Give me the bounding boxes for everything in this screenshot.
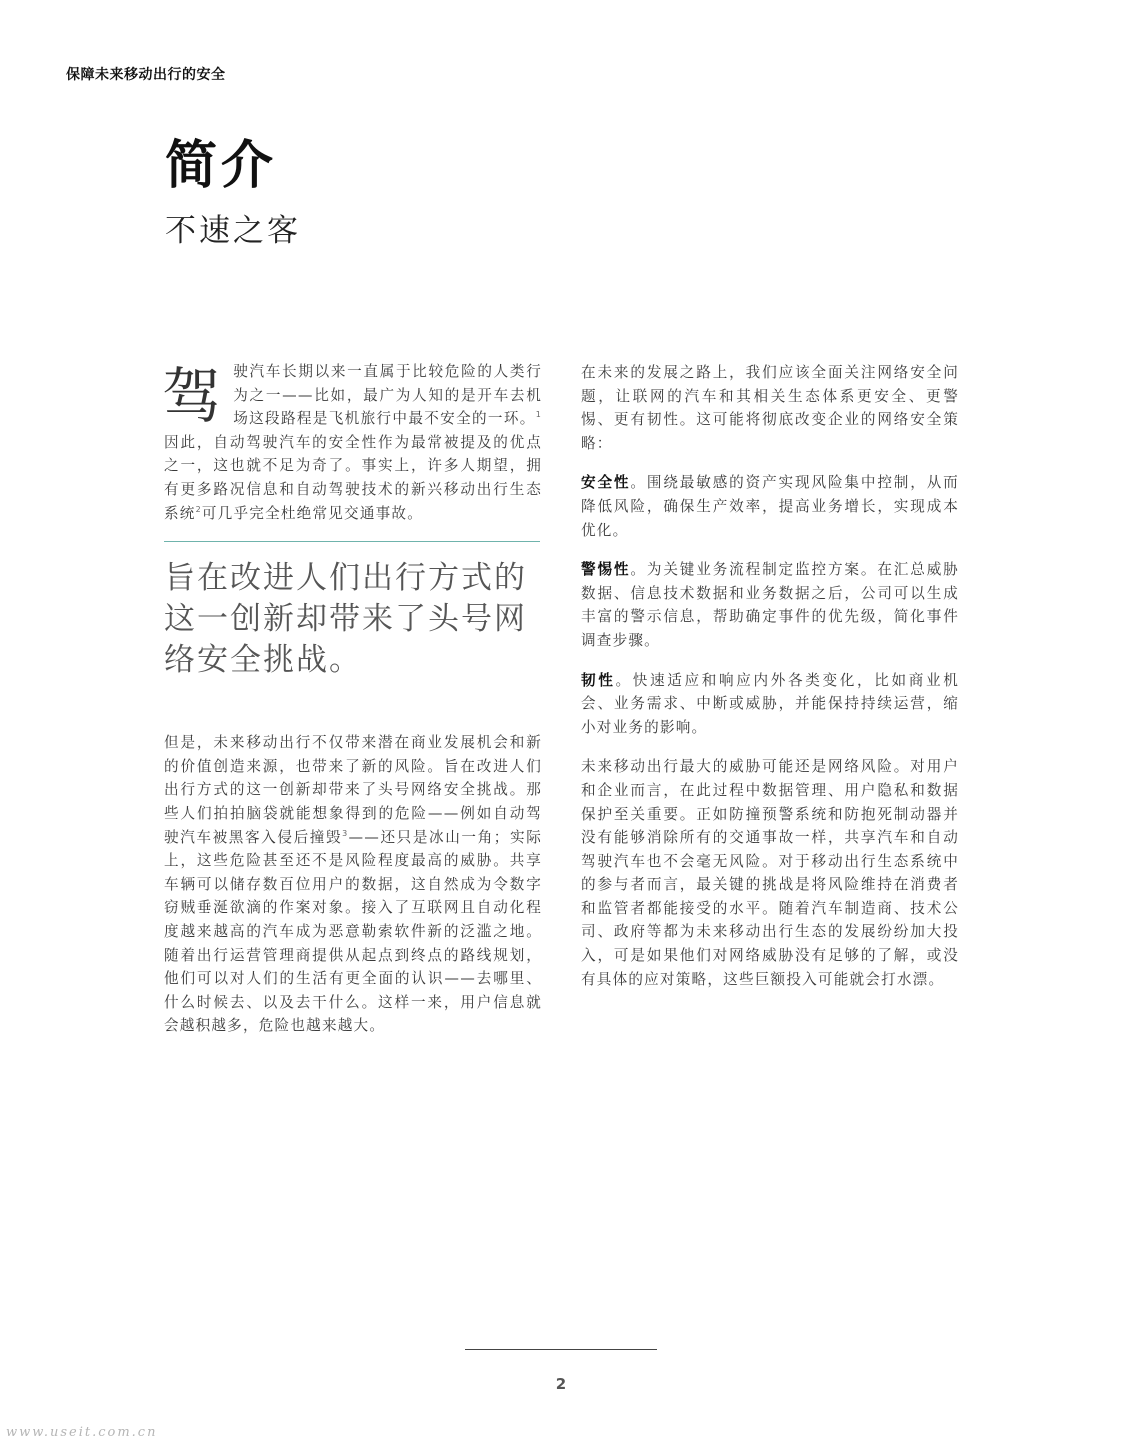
body-text-2: ——还只是冰山一角；实际上，这些危险甚至还不是风险程度最高的威胁。共享车辆可以储存数百位用户的数据，这自然成为令数字窃贼垂涎欲滴的作案对象。接入了互联网且自动化程度越来越高的汽车成为恶意勒索软件新的泛滥之地。随着出行运营管理商提供从起点到终点的路线规划，他们可以对人们的生活有更全面的认识——去哪里、什么时候去、以及去干什么。这样一来，用户信息就会越积越多，危险也越来越大。 xyxy=(164,828,542,1035)
intro-paragraph xyxy=(164,360,542,525)
page-number: 2 xyxy=(555,1375,567,1393)
term-vigilance: 警惕性 xyxy=(581,561,631,579)
body-text-1: 但是，未来移动出行不仅带来潜在商业发展机会和新的价值创造来源，也带来了新的风险。旨在改进人们出行方式的这一创新却带来了头号网络安全挑战。那些人们拍拍脑袋就能想象得到的危险——例如自动驾驶汽车被黑客入侵后撞毁 xyxy=(164,734,542,846)
term-resilience: 韧性 xyxy=(581,671,616,689)
right-intro-paragraph: 在未来的发展之路上，我们应该全面关注网络安全问题，让联网的汽车和其相关生态体系更安全、更警惕、更有韧性。这可能将彻底改变企业的网络安全策略： xyxy=(581,364,959,452)
body-paragraph xyxy=(164,731,542,1038)
desc-vigilance: 。为关键业务流程制定监控方案。在汇总威胁数据、信息技术数据和业务数据之后，公司可以生成丰富的警示信息，帮助确定事件的优先级，简化事件调查步骤。 xyxy=(581,561,959,649)
intro-text-1: 驶汽车长期以来一直属于比较危险的人类行为之一——比如，最广为人知的是开车去机场这段路程是飞机旅行中最不安全的一环。 xyxy=(233,363,542,428)
term-safety: 安全性 xyxy=(581,474,631,492)
desc-safety: 。围绕最敏感的资产实现风险集中控制，从而降低风险，确保生产效率，提高业务增长，实现成本优化。 xyxy=(581,474,959,539)
list-item-vigilance xyxy=(581,558,959,652)
desc-resilience: 。快速适应和响应内外各类变化，比如商业机会、业务需求、中断或威胁，并能保持持续运营，缩小对业务的影响。 xyxy=(581,671,959,736)
divider xyxy=(164,541,540,542)
conclusion-paragraph: 未来移动出行最大的威胁可能还是网络风险。对用户和企业而言，在此过程中数据管理、用户隐私和数据保护至关重要。正如防撞预警系统和防抱死制动器并没有能够消除所有的交通事故一样，共享汽车和自动驾驶汽车也不会毫无风险。对于移动出行生态系统中的参与者而言，最关键的挑战是将风险维持在消费者和监管者都能接受的水平。随着汽车制造商、技术公司、政府等都为未来移动出行生态的发展纷纷加大投入，可是如果他们对网络威胁没有足够的了解，或没有具体的应对策略，这些巨额投入可能就会打水漂。 xyxy=(581,758,959,988)
left-column xyxy=(164,360,542,1038)
intro-text-3: 可几乎完全杜绝常见交通事故。 xyxy=(201,504,424,522)
footnote-ref-1: 1 xyxy=(535,410,542,420)
dropcap: 驾 xyxy=(162,362,224,432)
running-header: 保障未来移动出行的安全 xyxy=(66,67,226,83)
footnote-ref-3: 3 xyxy=(342,828,349,838)
right-column xyxy=(581,361,959,991)
list-item-resilience xyxy=(581,669,959,740)
page-subtitle: 不速之客 xyxy=(165,213,301,249)
footnote-ref-2: 2 xyxy=(195,504,202,514)
pullquote: 旨在改进人们出行方式的这一创新却带来了头号网络安全挑战。 xyxy=(164,560,527,679)
watermark: www.useit.com.cn xyxy=(6,1425,158,1440)
footer-rule xyxy=(465,1349,657,1350)
intro-text-2: 因此，自动驾驶汽车的安全性作为最常被提及的优点之一，这也就不足为奇了。事实上，许多人期望，拥有更多路况信息和自动驾驶技术的新兴移动出行生态系统 xyxy=(164,433,542,522)
list-item-safety xyxy=(581,471,959,542)
page-title: 简介 xyxy=(165,136,278,196)
